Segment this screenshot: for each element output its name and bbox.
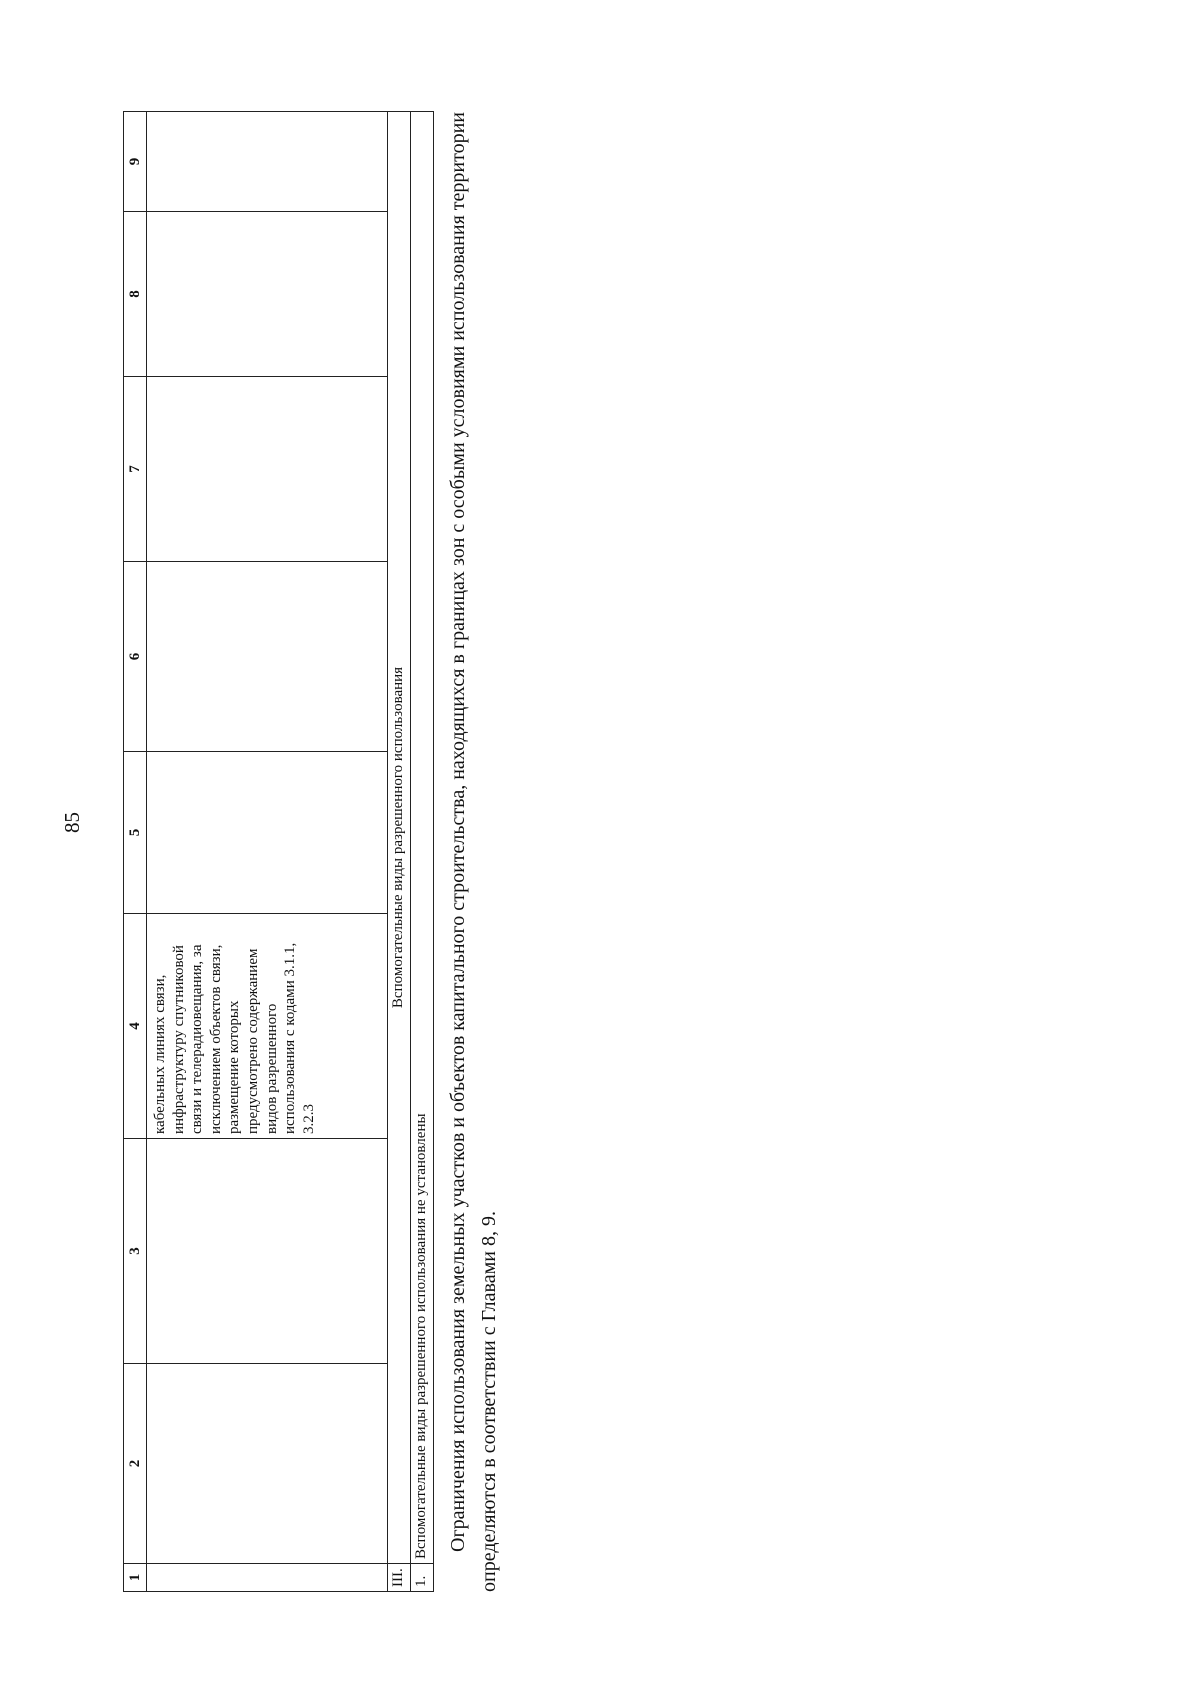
zoning-table: [123, 111, 434, 1592]
column-header: 1: [124, 1564, 147, 1592]
table-cell: [147, 1564, 388, 1592]
table-cell: [147, 112, 388, 212]
table-header-row: [124, 112, 147, 1592]
table-cell: [147, 562, 388, 752]
table-cell: [147, 1364, 388, 1564]
table-cell: [147, 752, 388, 914]
item-text: Вспомогательные виды разрешенного использования не установлены: [411, 112, 434, 1564]
column-header: 7: [124, 377, 147, 562]
column-header: 2: [124, 1364, 147, 1564]
table-row: [411, 112, 434, 1592]
table-cell-description: кабельных линиях связи, инфраструктуру спутниковой связи и телерадиовещания, за исключением объектов связи, размещение которых предусмотрено содержанием видов разрешенного использования с кодами 3.1.1, 3.2.3: [147, 914, 388, 1139]
table-cell: [147, 212, 388, 377]
section-title: Вспомогательные виды разрешенного использования: [388, 112, 411, 1564]
column-header: 4: [124, 914, 147, 1139]
page-number: 85: [60, 812, 84, 833]
paragraph-text: Ограничения использования земельных участков и объектов капитального строительства, находящихся в границах зон с особыми условиями использования территории определяются в соответствии с Главами 8, 9.: [447, 112, 500, 1592]
column-header: 3: [124, 1139, 147, 1364]
table-cell: [147, 377, 388, 562]
column-header: 6: [124, 562, 147, 752]
table-cell: [147, 1139, 388, 1364]
item-number: 1.: [411, 1564, 434, 1592]
column-header: 9: [124, 112, 147, 212]
table-row: [147, 112, 388, 1592]
column-header: 5: [124, 752, 147, 914]
table-section-row: [388, 112, 411, 1592]
section-number: III.: [388, 1564, 411, 1592]
body-paragraph: [443, 112, 505, 1592]
column-header: 8: [124, 212, 147, 377]
rotated-content: [123, 112, 503, 1592]
